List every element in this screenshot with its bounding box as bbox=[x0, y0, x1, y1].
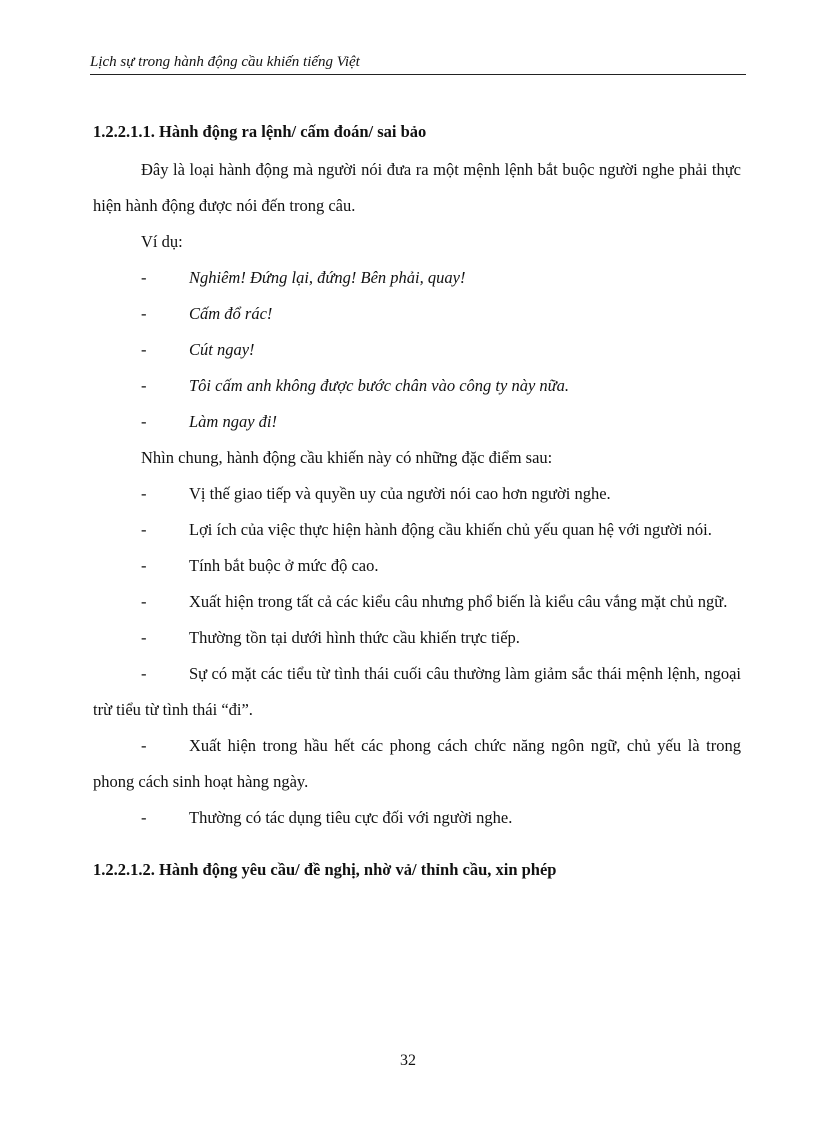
example-item: - Cút ngay! bbox=[141, 340, 255, 359]
feature-item: - Vị thế giao tiếp và quyền uy của người nói cao hơn người nghe. bbox=[141, 484, 611, 503]
example-item: - Cấm đổ rác! bbox=[141, 304, 273, 323]
section-heading: 1.2.2.1.2. Hành động yêu cầu/ đề nghị, nhờ vả/ thỉnh cầu, xin phép bbox=[93, 860, 557, 879]
feature-item: - Sự có mặt các tiểu từ tình thái cuối câu thường làm giảm sắc thái mệnh lệnh, ngoại trừ tiểu từ tình thái “đi”. bbox=[93, 664, 741, 719]
page-content bbox=[93, 118, 741, 884]
example-item: - Nghiêm! Đứng lại, đứng! Bên phải, quay! bbox=[141, 268, 466, 287]
page-number: 32 bbox=[400, 1052, 416, 1069]
feature-item: - Thường có tác dụng tiêu cực đối với người nghe. bbox=[141, 808, 513, 827]
section-heading: 1.2.2.1.1. Hành động ra lệnh/ cấm đoán/ sai bảo bbox=[93, 122, 427, 141]
feature-item: - Xuất hiện trong tất cả các kiểu câu nhưng phổ biến là kiểu câu vắng mặt chủ ngữ. bbox=[141, 592, 728, 611]
header-title: Lịch sự trong hành động cầu khiến tiếng Việt bbox=[90, 54, 360, 70]
example-item: - Tôi cấm anh không được bước chân vào công ty này nữa. bbox=[141, 376, 570, 395]
feature-item: - Xuất hiện trong hầu hết các phong cách chức năng ngôn ngữ, chủ yếu là trong phong cách sinh hoạt hàng ngày. bbox=[93, 736, 741, 791]
features-intro: Nhìn chung, hành động cầu khiến này có những đặc điểm sau: bbox=[141, 448, 553, 467]
feature-item: - Lợi ích của việc thực hiện hành động cầu khiến chủ yếu quan hệ với người nói. bbox=[141, 520, 712, 539]
example-item: - Làm ngay đi! bbox=[141, 412, 277, 431]
intro-paragraph: Đây là loại hành động mà người nói đưa ra một mệnh lệnh bắt buộc người nghe phải thực hiện hành động được nói đến trong câu. bbox=[93, 160, 741, 215]
running-header bbox=[90, 52, 746, 75]
feature-item: - Tính bắt buộc ở mức độ cao. bbox=[141, 556, 379, 575]
feature-item: - Thường tồn tại dưới hình thức cầu khiến trực tiếp. bbox=[141, 628, 520, 647]
example-label: Ví dụ: bbox=[141, 232, 183, 251]
